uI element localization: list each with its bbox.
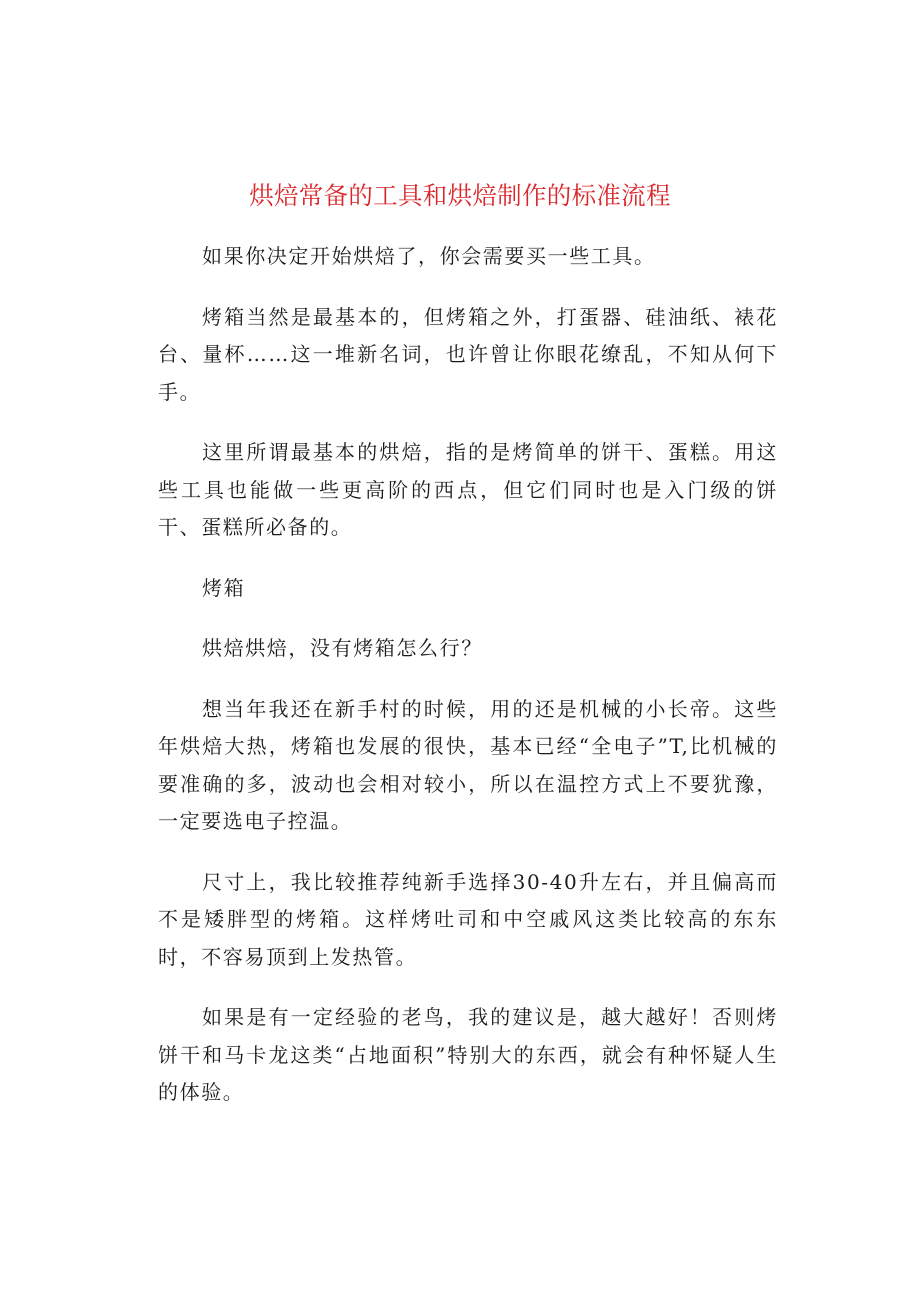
paragraph-intro: 如果你决定开始烘焙了，你会需要买一些工具。 [202,244,656,268]
paragraph-oven-size: 尺寸上，我比较推荐纯新手选择30-40升左右，并且偏高而不是矮胖型的烤箱。这样烤吐司和中空戚风这类比较高的东东时，不容易顶到上发热管。 [158,869,778,969]
section-heading-oven: 烤箱 [202,575,246,600]
paragraph-oven-expert: 如果是有一定经验的老鸟，我的建议是，越大越好！否则烤饼干和马卡龙这类“占地面积”特别大的东西，就会有种怀疑人生的体验。 [158,1005,778,1104]
document-title: 烘焙常备的工具和烘焙制作的标准流程 [249,181,671,210]
document-body [158,238,778,1135]
paragraph-basic-baking: 这里所谓最基本的烘焙，指的是烤简单的饼干、蛋糕。用这些工具也能做一些更高阶的西点，但它们同时也是入门级的饼干、蛋糕所必备的。 [158,440,778,539]
paragraph-oven-history: 想当年我还在新手村的时候，用的还是机械的小长帝。这些年烘焙大热，烤箱也发展的很快，基本已经“全电子”T,比机械的要准确的多，波动也会相对较小，所以在温控方式上不要犹豫，一定要选电子控温。 [158,696,778,833]
paragraph-oven-basic: 烤箱当然是最基本的，但烤箱之外，打蛋器、硅油纸、裱花台、量杯……这一堆新名词，也许曾让你眼花缭乱，不知从何下手。 [158,304,778,404]
paragraph-oven-question: 烘焙烘焙，没有烤箱怎么行？ [202,636,483,660]
